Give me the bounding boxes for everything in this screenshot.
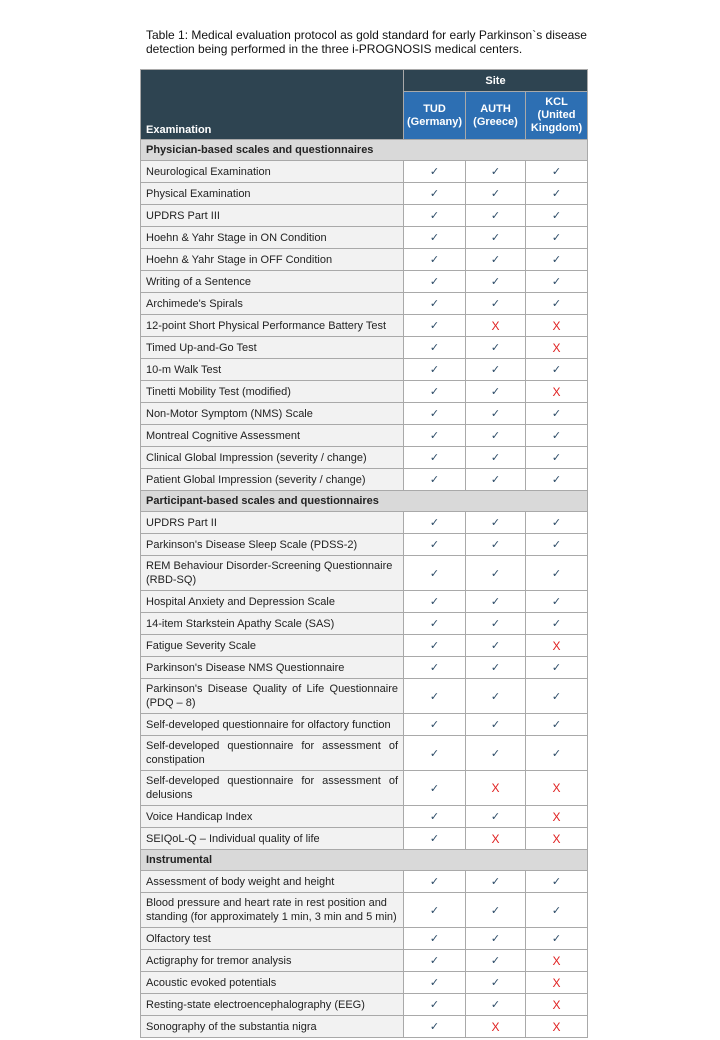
cell-tud (404, 227, 466, 249)
check-icon: ✓ (551, 474, 562, 486)
table-row (141, 893, 588, 928)
check-icon: ✓ (551, 876, 562, 888)
cell-auth (466, 447, 526, 469)
cross-icon: X (552, 638, 561, 653)
check-icon: ✓ (490, 298, 501, 310)
cell-auth (466, 657, 526, 679)
cell-tud (404, 871, 466, 893)
table-row (141, 249, 588, 271)
check-icon: ✓ (551, 567, 562, 580)
cell-kcl (526, 469, 588, 491)
examination-label: Timed Up-and-Go Test (141, 337, 404, 359)
check-icon: ✓ (551, 276, 562, 288)
cell-kcl (526, 293, 588, 315)
check-icon: ✓ (490, 430, 501, 442)
check-icon: ✓ (429, 567, 440, 580)
examination-label: 14-item Starkstein Apathy Scale (SAS) (141, 613, 404, 635)
table-body (141, 140, 588, 1038)
cell-tud (404, 205, 466, 227)
cross-icon: X (552, 340, 561, 355)
cell-auth (466, 337, 526, 359)
section-title: Participant-based scales and questionnaires (141, 491, 588, 512)
examination-label: Tinetti Mobility Test (modified) (141, 381, 404, 403)
examination-label: Fatigue Severity Scale (141, 635, 404, 657)
check-icon: ✓ (429, 596, 440, 608)
cell-auth (466, 512, 526, 534)
table-row (141, 359, 588, 381)
check-icon: ✓ (429, 933, 440, 945)
examination-label: REM Behaviour Disorder-Screening Questionnaire (RBD-SQ) (141, 556, 404, 591)
cell-kcl (526, 337, 588, 359)
cell-kcl (526, 714, 588, 736)
cell-auth (466, 928, 526, 950)
cell-tud (404, 469, 466, 491)
table-row (141, 1016, 588, 1038)
cell-tud (404, 534, 466, 556)
cross-icon: X (552, 831, 561, 846)
cell-kcl (526, 591, 588, 613)
cell-kcl (526, 425, 588, 447)
check-icon: ✓ (429, 747, 440, 760)
check-icon: ✓ (429, 474, 440, 486)
check-icon: ✓ (490, 999, 501, 1011)
cell-tud (404, 161, 466, 183)
cell-tud (404, 972, 466, 994)
table-row (141, 271, 588, 293)
check-icon: ✓ (429, 833, 440, 845)
check-icon: ✓ (551, 232, 562, 244)
check-icon: ✓ (551, 166, 562, 178)
table-caption: Table 1: Medical evaluation protocol as gold standard for early Parkinson`s disease detection being performed in the three i-PROGNOSIS medical centers. (146, 28, 587, 56)
check-icon: ✓ (551, 408, 562, 420)
examination-label: UPDRS Part II (141, 512, 404, 534)
cell-tud (404, 1016, 466, 1038)
cross-icon: X (491, 831, 500, 846)
examination-label: Physical Examination (141, 183, 404, 205)
table-row (141, 293, 588, 315)
cell-kcl (526, 183, 588, 205)
cell-auth (466, 679, 526, 714)
cell-auth (466, 613, 526, 635)
check-icon: ✓ (429, 782, 440, 795)
cell-tud (404, 635, 466, 657)
check-icon: ✓ (490, 452, 501, 464)
cell-tud (404, 893, 466, 928)
examination-label: Patient Global Impression (severity / change) (141, 469, 404, 491)
check-icon: ✓ (429, 188, 440, 200)
table-row (141, 556, 588, 591)
check-icon: ✓ (429, 232, 440, 244)
table-row (141, 534, 588, 556)
table-row (141, 403, 588, 425)
check-icon: ✓ (490, 662, 501, 674)
cell-tud (404, 679, 466, 714)
cell-auth (466, 227, 526, 249)
section-row (141, 140, 588, 161)
cell-tud (404, 736, 466, 771)
cell-tud (404, 293, 466, 315)
cell-kcl (526, 556, 588, 591)
examination-label: Hospital Anxiety and Depression Scale (141, 591, 404, 613)
cell-kcl (526, 161, 588, 183)
check-icon: ✓ (551, 719, 562, 731)
cell-auth (466, 950, 526, 972)
table-row (141, 337, 588, 359)
table-row (141, 591, 588, 613)
check-icon: ✓ (551, 364, 562, 376)
cell-kcl (526, 972, 588, 994)
cell-tud (404, 271, 466, 293)
examination-label: Writing of a Sentence (141, 271, 404, 293)
check-icon: ✓ (490, 747, 501, 760)
examination-label: Montreal Cognitive Assessment (141, 425, 404, 447)
examination-label: Archimede's Spirals (141, 293, 404, 315)
examination-label: Hoehn & Yahr Stage in ON Condition (141, 227, 404, 249)
cell-kcl (526, 512, 588, 534)
check-icon: ✓ (429, 430, 440, 442)
check-icon: ✓ (490, 188, 501, 200)
check-icon: ✓ (429, 386, 440, 398)
cell-kcl (526, 205, 588, 227)
table-row (141, 972, 588, 994)
cell-auth (466, 469, 526, 491)
examination-header: Examination (141, 70, 404, 140)
cell-auth (466, 183, 526, 205)
cell-tud (404, 381, 466, 403)
check-icon: ✓ (551, 298, 562, 310)
examination-label: UPDRS Part III (141, 205, 404, 227)
cell-tud (404, 828, 466, 850)
cell-kcl (526, 806, 588, 828)
check-icon: ✓ (490, 618, 501, 630)
table-row (141, 613, 588, 635)
cell-tud (404, 806, 466, 828)
check-icon: ✓ (429, 276, 440, 288)
cell-kcl (526, 613, 588, 635)
check-icon: ✓ (551, 452, 562, 464)
table-row (141, 161, 588, 183)
table-row (141, 512, 588, 534)
cell-tud (404, 183, 466, 205)
cell-tud (404, 359, 466, 381)
check-icon: ✓ (429, 408, 440, 420)
check-icon: ✓ (490, 254, 501, 266)
table-row (141, 227, 588, 249)
check-icon: ✓ (551, 618, 562, 630)
check-icon: ✓ (551, 690, 562, 703)
cell-tud (404, 315, 466, 337)
cell-kcl (526, 635, 588, 657)
cell-kcl (526, 381, 588, 403)
cell-auth (466, 591, 526, 613)
table-row (141, 928, 588, 950)
check-icon: ✓ (490, 276, 501, 288)
check-icon: ✓ (490, 719, 501, 731)
table-row (141, 828, 588, 850)
check-icon: ✓ (490, 640, 501, 652)
cell-tud (404, 591, 466, 613)
check-icon: ✓ (429, 618, 440, 630)
check-icon: ✓ (429, 539, 440, 551)
examination-label: Self-developed questionnaire for assessment of delusions (141, 771, 404, 806)
check-icon: ✓ (490, 517, 501, 529)
cell-auth (466, 828, 526, 850)
check-icon: ✓ (551, 254, 562, 266)
table-row (141, 871, 588, 893)
check-icon: ✓ (429, 364, 440, 376)
cell-tud (404, 337, 466, 359)
cell-auth (466, 249, 526, 271)
table-row (141, 635, 588, 657)
cell-auth (466, 534, 526, 556)
cell-tud (404, 613, 466, 635)
cell-tud (404, 928, 466, 950)
cell-tud (404, 657, 466, 679)
check-icon: ✓ (429, 342, 440, 354)
check-icon: ✓ (490, 408, 501, 420)
check-icon: ✓ (429, 640, 440, 652)
check-icon: ✓ (490, 232, 501, 244)
cell-tud (404, 771, 466, 806)
cell-auth (466, 293, 526, 315)
check-icon: ✓ (429, 690, 440, 703)
cell-auth (466, 403, 526, 425)
examination-label: Hoehn & Yahr Stage in OFF Condition (141, 249, 404, 271)
cell-auth (466, 806, 526, 828)
examination-label: 12-point Short Physical Performance Battery Test (141, 315, 404, 337)
check-icon: ✓ (551, 596, 562, 608)
cross-icon: X (552, 809, 561, 824)
section-row (141, 850, 588, 871)
cell-kcl (526, 994, 588, 1016)
examination-label: Neurological Examination (141, 161, 404, 183)
check-icon: ✓ (429, 876, 440, 888)
cell-auth (466, 205, 526, 227)
cell-tud (404, 249, 466, 271)
cell-tud (404, 403, 466, 425)
cell-kcl (526, 403, 588, 425)
check-icon: ✓ (490, 596, 501, 608)
examination-label: Self-developed questionnaire for assessment of constipation (141, 736, 404, 771)
cell-auth (466, 893, 526, 928)
check-icon: ✓ (551, 539, 562, 551)
cell-kcl (526, 534, 588, 556)
check-icon: ✓ (429, 210, 440, 222)
check-icon: ✓ (490, 690, 501, 703)
cell-kcl (526, 657, 588, 679)
cross-icon: X (491, 1019, 500, 1034)
check-icon: ✓ (429, 904, 440, 917)
cross-icon: X (552, 781, 561, 795)
check-icon: ✓ (429, 719, 440, 731)
cross-icon: X (552, 318, 561, 333)
cell-auth (466, 359, 526, 381)
check-icon: ✓ (490, 166, 501, 178)
table-row (141, 950, 588, 972)
check-icon: ✓ (490, 539, 501, 551)
check-icon: ✓ (490, 977, 501, 989)
check-icon: ✓ (429, 166, 440, 178)
check-icon: ✓ (490, 474, 501, 486)
check-icon: ✓ (551, 747, 562, 760)
examination-label: Actigraphy for tremor analysis (141, 950, 404, 972)
cell-kcl (526, 679, 588, 714)
cell-kcl (526, 771, 588, 806)
check-icon: ✓ (551, 904, 562, 917)
section-title: Physician-based scales and questionnaires (141, 140, 588, 161)
check-icon: ✓ (490, 386, 501, 398)
cell-auth (466, 736, 526, 771)
table-row (141, 806, 588, 828)
cell-tud (404, 950, 466, 972)
check-icon: ✓ (551, 188, 562, 200)
table-row (141, 469, 588, 491)
check-icon: ✓ (429, 320, 440, 332)
check-icon: ✓ (490, 210, 501, 222)
table-row (141, 315, 588, 337)
table-row (141, 736, 588, 771)
check-icon: ✓ (429, 811, 440, 823)
examination-label: Resting-state electroencephalography (EEG) (141, 994, 404, 1016)
examination-label: Blood pressure and heart rate in rest position and standing (for approximately 1 min, 3 min and 5 min) (141, 893, 404, 928)
check-icon: ✓ (429, 452, 440, 464)
examination-label: Non-Motor Symptom (NMS) Scale (141, 403, 404, 425)
check-icon: ✓ (490, 876, 501, 888)
section-row (141, 491, 588, 512)
center-header-tud: TUD (Germany) (404, 92, 466, 140)
cell-kcl (526, 227, 588, 249)
check-icon: ✓ (551, 662, 562, 674)
cell-auth (466, 714, 526, 736)
examination-label: Voice Handicap Index (141, 806, 404, 828)
cross-icon: X (552, 384, 561, 399)
check-icon: ✓ (429, 298, 440, 310)
cross-icon: X (491, 781, 500, 795)
cell-kcl (526, 359, 588, 381)
table-row (141, 679, 588, 714)
cell-auth (466, 1016, 526, 1038)
cell-kcl (526, 447, 588, 469)
cell-auth (466, 994, 526, 1016)
examination-label: Acoustic evoked potentials (141, 972, 404, 994)
cross-icon: X (552, 1019, 561, 1034)
cell-kcl (526, 271, 588, 293)
cell-auth (466, 771, 526, 806)
cell-auth (466, 556, 526, 591)
examination-label: Olfactory test (141, 928, 404, 950)
cross-icon: X (552, 975, 561, 990)
check-icon: ✓ (490, 342, 501, 354)
cell-kcl (526, 950, 588, 972)
cell-tud (404, 714, 466, 736)
cell-tud (404, 425, 466, 447)
section-title: Instrumental (141, 850, 588, 871)
cell-kcl (526, 928, 588, 950)
examination-label: Parkinson's Disease NMS Questionnaire (141, 657, 404, 679)
check-icon: ✓ (490, 567, 501, 580)
cell-kcl (526, 828, 588, 850)
table-row (141, 381, 588, 403)
check-icon: ✓ (429, 254, 440, 266)
cell-auth (466, 271, 526, 293)
cross-icon: X (552, 997, 561, 1012)
cell-kcl (526, 893, 588, 928)
check-icon: ✓ (551, 933, 562, 945)
cell-kcl (526, 249, 588, 271)
examination-label: Sonography of the substantia nigra (141, 1016, 404, 1038)
check-icon: ✓ (429, 955, 440, 967)
check-icon: ✓ (551, 517, 562, 529)
cell-tud (404, 994, 466, 1016)
cell-auth (466, 635, 526, 657)
center-header-kcl: KCL (United Kingdom) (526, 92, 588, 140)
examination-label: Clinical Global Impression (severity / change) (141, 447, 404, 469)
protocol-table (140, 69, 588, 1038)
check-icon: ✓ (429, 1021, 440, 1033)
table-row (141, 714, 588, 736)
cell-auth (466, 161, 526, 183)
cell-kcl (526, 315, 588, 337)
check-icon: ✓ (429, 517, 440, 529)
cell-kcl (526, 1016, 588, 1038)
cell-kcl (526, 871, 588, 893)
check-icon: ✓ (551, 430, 562, 442)
table-row (141, 425, 588, 447)
cell-auth (466, 315, 526, 337)
check-icon: ✓ (490, 904, 501, 917)
cell-tud (404, 512, 466, 534)
examination-label: Parkinson's Disease Quality of Life Questionnaire (PDQ – 8) (141, 679, 404, 714)
table-row (141, 771, 588, 806)
check-icon: ✓ (429, 999, 440, 1011)
cell-kcl (526, 736, 588, 771)
examination-label: Assessment of body weight and height (141, 871, 404, 893)
cross-icon: X (552, 953, 561, 968)
site-header: Site (404, 70, 588, 92)
check-icon: ✓ (429, 977, 440, 989)
cell-auth (466, 972, 526, 994)
check-icon: ✓ (429, 662, 440, 674)
table-row (141, 994, 588, 1016)
table-row (141, 205, 588, 227)
examination-label: Self-developed questionnaire for olfactory function (141, 714, 404, 736)
examination-label: SEIQoL-Q – Individual quality of life (141, 828, 404, 850)
check-icon: ✓ (490, 955, 501, 967)
check-icon: ✓ (490, 811, 501, 823)
cross-icon: X (491, 318, 500, 333)
cell-auth (466, 871, 526, 893)
examination-label: 10-m Walk Test (141, 359, 404, 381)
cell-tud (404, 556, 466, 591)
table-row (141, 183, 588, 205)
examination-label: Parkinson's Disease Sleep Scale (PDSS-2) (141, 534, 404, 556)
cell-tud (404, 447, 466, 469)
check-icon: ✓ (490, 933, 501, 945)
check-icon: ✓ (551, 210, 562, 222)
center-header-auth: AUTH (Greece) (466, 92, 526, 140)
table-row (141, 657, 588, 679)
table-row (141, 447, 588, 469)
cell-auth (466, 425, 526, 447)
cell-auth (466, 381, 526, 403)
check-icon: ✓ (490, 364, 501, 376)
